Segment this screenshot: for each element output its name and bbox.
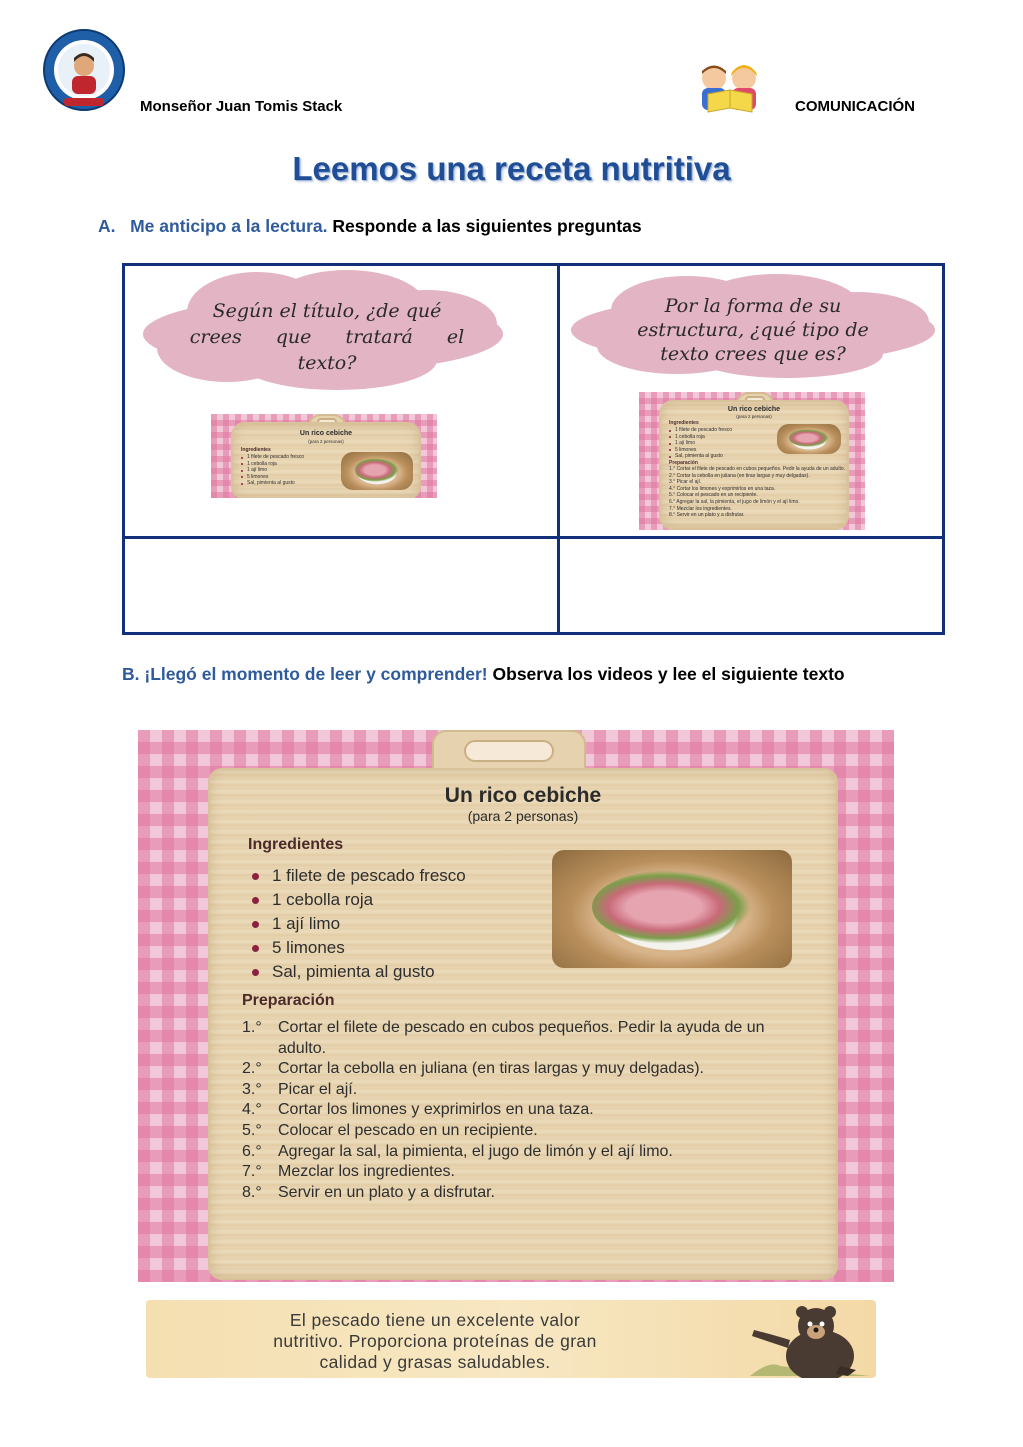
step-number: 5.° bbox=[669, 492, 676, 499]
step-text: Picar el ají. bbox=[676, 479, 702, 486]
step-item bbox=[242, 1162, 802, 1183]
banner-line-1: El pescado tiene un excelente valor bbox=[289, 1310, 581, 1330]
ingredient-item: Sal, pimienta al gusto bbox=[246, 960, 466, 984]
step-text: Cortar los limones y exprimirlos en una taza. bbox=[676, 485, 776, 492]
step-number: 7.° bbox=[242, 1163, 262, 1181]
step-text: Mezclar los ingredientes. bbox=[278, 1163, 455, 1181]
ingredient-item: 1 ají limo bbox=[667, 440, 732, 447]
section-b-heading bbox=[122, 662, 942, 686]
ingredients-heading: Ingredientes bbox=[241, 447, 271, 453]
ingredient-item: 5 limones bbox=[246, 936, 466, 960]
step-text: Colocar el pescado en un recipiente. bbox=[676, 492, 758, 499]
school-logo-icon bbox=[42, 28, 126, 112]
step-text: Agregar la sal, la pimienta, el jugo de limón y el ají limo. bbox=[676, 498, 800, 505]
step-item bbox=[669, 473, 843, 480]
ingredient-item: 5 limones bbox=[667, 447, 732, 454]
recipe-subtitle: (para 2 personas) bbox=[736, 414, 772, 419]
answer-cell-2[interactable] bbox=[560, 539, 942, 632]
ceviche-dish-image bbox=[341, 452, 413, 490]
step-number: 2.° bbox=[242, 1060, 262, 1078]
recipe-title: Un rico cebiche bbox=[727, 406, 781, 413]
question-1-line-1: Según el título, ¿de qué bbox=[212, 300, 442, 322]
step-item bbox=[242, 1183, 802, 1204]
nutrition-banner-text bbox=[150, 1310, 720, 1373]
recipe-board bbox=[208, 768, 838, 1280]
step-item bbox=[669, 479, 843, 486]
preparation-heading: Preparación bbox=[669, 460, 698, 466]
step-text: Colocar el pescado en un recipiente. bbox=[278, 1121, 538, 1139]
question-cloud-1 bbox=[137, 268, 509, 392]
step-item bbox=[242, 1142, 802, 1163]
step-number: 7.° bbox=[669, 505, 676, 512]
ingredient-item: 1 filete de pescado fresco bbox=[667, 427, 732, 434]
step-item bbox=[669, 492, 843, 499]
question-1-line-3: texto? bbox=[297, 352, 357, 374]
preparation-list bbox=[242, 1018, 802, 1203]
ingredient-item: 1 cebolla roja bbox=[239, 461, 304, 468]
question-cloud-2 bbox=[567, 270, 939, 380]
step-number: 4.° bbox=[669, 485, 676, 492]
step-text: Servir en un plato y a disfrutar. bbox=[278, 1183, 495, 1201]
preparation-heading: Preparación bbox=[242, 992, 335, 1009]
card-handle-hole bbox=[464, 740, 554, 762]
kids-reading-icon bbox=[690, 62, 770, 118]
recipe-subtitle: (para 2 personas) bbox=[308, 439, 344, 444]
recipe-board bbox=[231, 422, 421, 498]
recipe-subtitle: (para 2 personas) bbox=[467, 808, 579, 824]
step-text: Cortar la cebolla en juliana (en tiras largas y muy delgadas). bbox=[676, 472, 810, 479]
step-text: Cortar el filete de pescado en cubos pequeños. Pedir la ayuda de un adulto. bbox=[676, 466, 846, 472]
ingredient-item: 1 ají limo bbox=[246, 912, 466, 936]
step-item bbox=[669, 506, 843, 513]
step-text: Cortar la cebolla en juliana (en tiras largas y muy delgadas). bbox=[278, 1060, 704, 1078]
step-item bbox=[242, 1080, 802, 1101]
step-number: 8.° bbox=[669, 512, 676, 519]
recipe-title: Un rico cebiche bbox=[299, 430, 353, 437]
page-title: Leemos una receta nutritiva bbox=[292, 150, 731, 187]
recipe-card bbox=[138, 730, 894, 1282]
ingredient-item: 1 filete de pescado fresco bbox=[246, 864, 466, 888]
step-number: 6.° bbox=[242, 1142, 262, 1160]
ingredient-item: 1 cebolla roja bbox=[246, 888, 466, 912]
step-text: Agregar la sal, la pimienta, el jugo de limón y el ají limo. bbox=[278, 1142, 673, 1160]
step-number: 4.° bbox=[242, 1101, 262, 1119]
preparation-list bbox=[669, 466, 846, 519]
bear-icon bbox=[740, 1300, 880, 1378]
recipe-title: Un rico cebiche bbox=[444, 784, 602, 807]
ingredient-item: 1 cebolla roja bbox=[667, 434, 732, 441]
step-item bbox=[669, 512, 843, 519]
school-name: Monseñor Juan Tomis Stack bbox=[140, 98, 343, 115]
question-1-line-2: crees que tratará el bbox=[189, 326, 465, 348]
step-text: Servir en un plato y a disfrutar. bbox=[676, 512, 745, 519]
ingredient-item: 5 limones bbox=[239, 474, 304, 481]
step-number: 1.° bbox=[242, 1019, 262, 1036]
question-2-line-2: estructura, ¿qué tipo de bbox=[637, 319, 869, 341]
step-item bbox=[242, 1059, 802, 1080]
recipe-card-thumbnail-1 bbox=[211, 414, 437, 498]
step-item bbox=[242, 1100, 802, 1121]
recipe-board bbox=[659, 400, 849, 530]
ceviche-dish-image bbox=[552, 850, 792, 968]
step-item bbox=[669, 466, 846, 473]
step-number: 6.° bbox=[669, 498, 676, 505]
step-text: Cortar los limones y exprimirlos en una taza. bbox=[278, 1101, 594, 1119]
step-item bbox=[242, 1121, 802, 1142]
step-number: 8.° bbox=[242, 1183, 262, 1201]
ingredient-item: 1 ají limo bbox=[239, 467, 304, 474]
section-a-text: Responde a las siguientes preguntas bbox=[332, 216, 642, 236]
step-number: 3.° bbox=[242, 1080, 262, 1098]
ingredients-heading: Ingredientes bbox=[669, 420, 699, 426]
subject-label: COMUNICACIÓN bbox=[795, 98, 915, 115]
ceviche-dish-image bbox=[777, 424, 841, 454]
step-number: 1.° bbox=[669, 466, 676, 472]
step-number: 3.° bbox=[669, 479, 676, 486]
section-b-lead: B. ¡Llegó el momento de leer y comprender! bbox=[122, 664, 488, 684]
question-2-line-1: Por la forma de su bbox=[664, 295, 842, 317]
step-text: Picar el ají. bbox=[278, 1080, 358, 1098]
food-image bbox=[789, 429, 829, 447]
section-a-lead: Me anticipo a la lectura. bbox=[130, 216, 328, 236]
banner-line-2: nutritivo. Proporciona proteínas de gran bbox=[273, 1331, 597, 1351]
step-item bbox=[242, 1018, 802, 1059]
ingredients-list bbox=[239, 454, 304, 487]
section-a-heading bbox=[98, 216, 642, 237]
step-item bbox=[669, 499, 843, 506]
answer-cell-1[interactable] bbox=[125, 539, 557, 632]
question-2-line-3: texto crees que es? bbox=[660, 343, 846, 365]
step-text: Mezclar los ingredientes. bbox=[676, 505, 732, 512]
banner-line-3: calidad y grasas saludables. bbox=[319, 1352, 551, 1372]
step-number: 2.° bbox=[669, 472, 676, 479]
ingredients-heading: Ingredientes bbox=[248, 836, 344, 853]
step-number: 5.° bbox=[242, 1121, 262, 1139]
section-a-marker: A. bbox=[98, 216, 116, 236]
step-item bbox=[669, 486, 843, 493]
ingredient-item: Sal, pimienta al gusto bbox=[667, 453, 732, 460]
step-text: Cortar el filete de pescado en cubos pequeños. Pedir la ayuda de un adulto. bbox=[278, 1019, 765, 1057]
food-image bbox=[592, 870, 752, 944]
section-b-text: Observa los videos y lee el siguiente texto bbox=[492, 664, 845, 684]
ingredient-item: Sal, pimienta al gusto bbox=[239, 480, 304, 487]
recipe-card-thumbnail-2 bbox=[639, 392, 865, 530]
ingredient-item: 1 filete de pescado fresco bbox=[239, 454, 304, 461]
food-image bbox=[355, 458, 399, 482]
ingredients-list bbox=[246, 864, 466, 984]
ingredients-list bbox=[667, 427, 732, 460]
questions-table bbox=[122, 263, 945, 635]
